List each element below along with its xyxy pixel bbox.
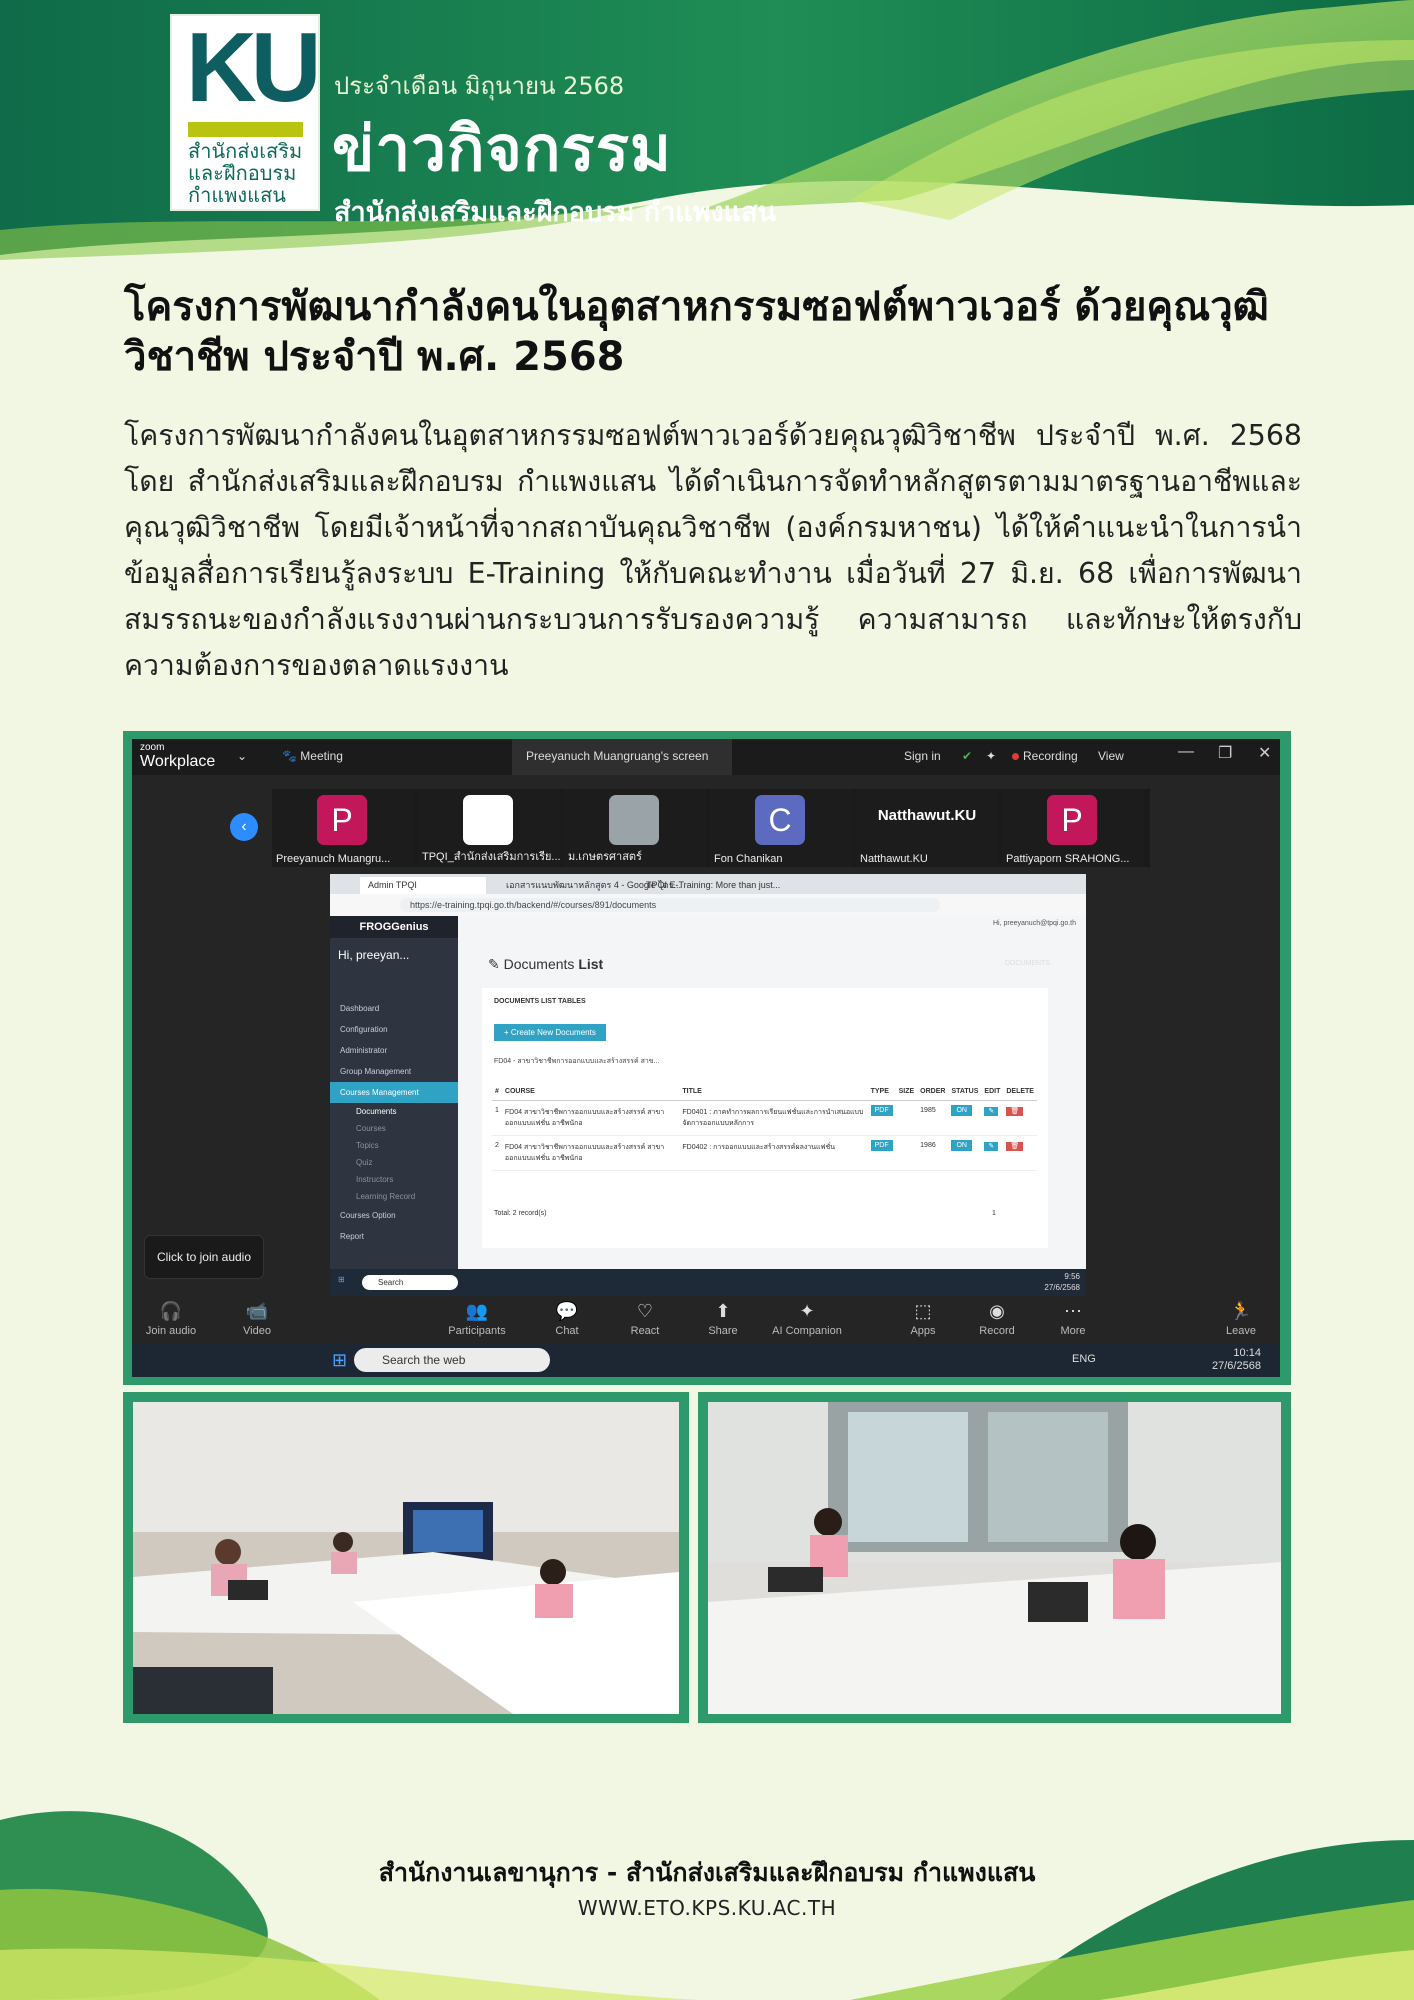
participants-illustration	[708, 1402, 1281, 1714]
course-cell: FD04 สาขาวิชาชีพการออกแบบและสร้างสรรค์ สาขาออกแบบแฟชั่น อาชีพนักอ	[504, 1109, 665, 1127]
toolbar-chat-button[interactable]	[532, 1301, 602, 1337]
leave-icon: 🏃	[1229, 1301, 1253, 1321]
documents-card	[482, 988, 1048, 1248]
sidebar-item[interactable]: Group Management	[340, 1067, 412, 1076]
toolbar-share-button[interactable]	[688, 1301, 758, 1337]
column-header[interactable]: TYPE	[868, 1083, 896, 1101]
toolbar-apps-button[interactable]	[888, 1301, 958, 1337]
join-audio-tooltip: Click to join audio	[144, 1235, 264, 1279]
meeting-room-photo	[133, 1402, 679, 1714]
more-icon: ⋯	[1064, 1301, 1082, 1321]
toolbar-label: AI Companion	[772, 1325, 842, 1337]
toolbar-join-audio-button[interactable]	[136, 1301, 206, 1337]
participant-name: Natthawut.KU	[860, 853, 928, 865]
record-icon: ◉	[989, 1301, 1005, 1321]
toolbar-label: Apps	[910, 1325, 936, 1337]
ku-logo	[170, 14, 320, 211]
participant-name: Fon Chanikan	[714, 853, 783, 865]
toolbar-more-button[interactable]	[1038, 1301, 1108, 1337]
app-main	[458, 916, 1086, 1269]
browser-tab[interactable]: Admin TPQI	[360, 877, 486, 894]
order-cell: 1985	[920, 1107, 936, 1114]
participant-tile[interactable]	[1002, 789, 1144, 867]
column-header[interactable]: TITLE	[679, 1083, 867, 1101]
minimize-icon[interactable]: —	[1178, 743, 1194, 760]
page-number[interactable]: 1	[992, 1210, 996, 1217]
card-title: DOCUMENTS LIST TABLES	[494, 998, 586, 1005]
toolbar-participants-button[interactable]	[442, 1301, 512, 1337]
toolbar-record-button[interactable]	[962, 1301, 1032, 1337]
sidebar-item[interactable]: Courses	[356, 1124, 386, 1133]
photo-frame-right	[698, 1392, 1291, 1723]
photo-frame-left	[123, 1392, 689, 1723]
documents-heading: ✎ Documents List	[488, 956, 604, 972]
sidebar-item[interactable]: Topics	[356, 1141, 379, 1150]
breadcrumb: DOCUMENTS	[1004, 960, 1050, 967]
column-header[interactable]: ORDER	[917, 1083, 948, 1101]
inner-search[interactable]: Search	[362, 1275, 458, 1290]
participant-tile[interactable]	[564, 789, 706, 867]
table-row	[492, 1101, 1037, 1136]
start-icon[interactable]: ⊞	[332, 1350, 348, 1370]
article-title: โครงการพัฒนากำลังคนในอุตสาหกรรมซอฟต์พาวเวอร์ ด้วยคุณวุฒิวิชาชีพ ประจำปี พ.ศ. 2568	[124, 284, 1269, 380]
footer-website[interactable]: WWW.ETO.KPS.KU.AC.TH	[577, 1896, 837, 1920]
browser-tab[interactable]: TPQI E-Training: More than just...	[646, 880, 781, 890]
column-header[interactable]: STATUS	[948, 1083, 981, 1101]
toolbar-label: Join audio	[145, 1325, 197, 1337]
column-header[interactable]: DELETE	[1003, 1083, 1037, 1101]
inner-taskbar	[330, 1269, 1086, 1296]
table-row	[492, 1136, 1037, 1171]
meeting-toolbar	[132, 1299, 1280, 1343]
order-cell: 1986	[920, 1142, 936, 1149]
participant-tile[interactable]	[710, 789, 852, 867]
participant-avatar	[463, 795, 513, 845]
participants-photo	[708, 1402, 1281, 1714]
participant-avatar: P	[317, 795, 367, 845]
status-toggle[interactable]: ON	[951, 1105, 972, 1116]
participant-name: Preeyanuch Muangru...	[276, 853, 391, 865]
edit-icon[interactable]: ✎	[984, 1142, 998, 1151]
chat-icon: 💬	[555, 1301, 579, 1321]
participant-name: TPQI_สำนักส่งเสริมการเรีย...	[422, 851, 561, 863]
status-toggle[interactable]: ON	[951, 1140, 972, 1151]
froggenius-logo: FROGGenius	[330, 916, 458, 938]
screen-share-label: Preeyanuch Muangruang's screen	[526, 749, 709, 763]
logo-bar	[188, 122, 303, 137]
sidebar-item[interactable]: Documents	[356, 1107, 397, 1116]
create-document-button[interactable]: + Create New Documents	[494, 1024, 606, 1041]
browser-tab[interactable]: เอกสารแนบพัฒนาหลักสูตร 4 - Google ไดร...	[506, 880, 682, 890]
participants-icon: 👥	[465, 1301, 489, 1321]
screen-share-tab[interactable]	[512, 739, 732, 775]
shared-screen	[330, 874, 1086, 1296]
zoom-logo: zoom Workplace	[140, 742, 216, 770]
inner-clock: 9:56 27/6/2568	[1044, 1272, 1080, 1292]
windows-search[interactable]: Search the web	[354, 1348, 550, 1372]
back-arrow-icon[interactable]: ‹	[230, 813, 258, 841]
column-header[interactable]: COURSE	[502, 1083, 679, 1101]
issue-date: ประจำเดือน มิถุนายน 2568	[334, 72, 625, 100]
participant-tile[interactable]	[856, 789, 998, 867]
logo-text: สำนักส่งเสริม และฝึกอบรม กำแพงแสน	[188, 139, 303, 207]
zoom-titlebar	[132, 739, 1280, 775]
toolbar-ai-companion-button[interactable]	[772, 1301, 842, 1337]
toolbar-label: Chat	[555, 1325, 579, 1337]
row-number: 1	[495, 1107, 499, 1114]
toolbar-label: Video	[243, 1325, 271, 1337]
participant-avatar: C	[755, 795, 805, 845]
language-indicator[interactable]: ENG	[1072, 1353, 1096, 1365]
logo-mark: KU	[186, 12, 316, 122]
participant-tile[interactable]	[272, 789, 414, 867]
article-body: โครงการพัฒนากำลังคนในอุตสาหกรรมซอฟต์พาวเวอร์ด้วยคุณวุฒิวิชาชีพ ประจำปี พ.ศ. 2568 โดย สำนักส่งเสริมและฝึกอบรม กำแพงแสน ได้ดำเนินการจัดทำหลักสูตรตามมาตรฐานอาชีพและคุณวุฒิวิชาชีพ โดยมีเจ้าหน้าที่จากสถาบันคุณวิชาชีพ (องค์กรมหาชน) ได้ให้คำแนะนำในการนำข้อมูลสื่อการเรียนรู้ลงระบบ E-Training ให้กับคณะทำงาน เมื่อวันที่ 27 มิ.ย. 68 เพื่อการพัฒนาสมรรถนะของกำลังแรงงานผ่านกระบวนการรับรองความรู้ ความสามารถ และทักษะให้ตรงกับความต้องการของตลาดแรงงาน	[124, 419, 1302, 682]
column-header[interactable]: #	[492, 1083, 502, 1101]
toolbar-label: Leave	[1226, 1325, 1256, 1337]
sidebar-item[interactable]: Courses Management	[330, 1082, 458, 1103]
sidebar-menu	[330, 998, 458, 1247]
toolbar-label: More	[1060, 1325, 1086, 1337]
toolbar-label: React	[630, 1325, 660, 1337]
windows-taskbar	[132, 1343, 1280, 1377]
footer-organization: สำนักงานเลขานุการ - สำนักส่งเสริมและฝึกอบรม กำแพงแสน	[378, 1858, 1036, 1887]
row-number: 2	[495, 1142, 499, 1149]
type-badge[interactable]: PDF	[871, 1105, 893, 1116]
delete-icon[interactable]: 🗑	[1006, 1142, 1023, 1151]
meeting-tab[interactable]: 🐾 Meeting	[282, 749, 343, 763]
sidebar-item[interactable]: Learning Record	[356, 1192, 416, 1201]
participant-strip	[272, 789, 1150, 867]
edit-icon[interactable]: ✎	[984, 1107, 998, 1116]
newsletter-title: ข่าวกิจกรรม	[332, 112, 672, 185]
sidebar-item[interactable]: Configuration	[340, 1025, 388, 1034]
chevron-down-icon[interactable]: ⌄	[237, 749, 248, 763]
share-icon: ⬆	[715, 1301, 731, 1321]
greeting: Hi, preeyan...	[338, 948, 410, 962]
app-sidebar	[330, 916, 458, 1269]
video-icon: 📹	[245, 1301, 269, 1321]
toolbar-label: Record	[979, 1325, 1015, 1337]
sidebar-item[interactable]: Instructors	[356, 1175, 394, 1184]
toolbar-label: Share	[708, 1325, 738, 1337]
participant-name: Pattiyaporn SRAHONG...	[1006, 853, 1130, 865]
toolbar-label: Participants	[448, 1325, 506, 1337]
address-bar[interactable]: https://e-training.tpqi.go.th/backend/#/courses/891/documents	[330, 894, 1086, 917]
join-audio-icon: 🎧	[159, 1301, 183, 1321]
sidebar-item[interactable]: Administrator	[340, 1046, 388, 1055]
user-label: Hi, preeyanuch@tpqi.go.th	[993, 920, 1076, 927]
documents-table	[492, 1083, 1037, 1171]
sidebar-item[interactable]: Dashboard	[340, 1004, 380, 1013]
type-badge[interactable]: PDF	[871, 1140, 893, 1151]
view-button[interactable]: View	[1098, 749, 1124, 763]
document-title-link[interactable]: FD0402 : การออกแบบและสร้างสรรค์ผลงานแฟชั่น	[682, 1144, 836, 1151]
sidebar-item[interactable]: Courses Option	[340, 1211, 396, 1220]
document-title-link[interactable]: FD0401 : ภาคทำการผลการเรียนแฟชั่นและการนำเสนอแบบจัดการออกแบบหลักการ	[682, 1109, 864, 1127]
zoom-screenshot-frame	[123, 731, 1291, 1385]
sparkle-icon[interactable]: ✦	[986, 749, 997, 763]
participant-avatar: P	[1047, 795, 1097, 845]
newsletter-subtitle: สำนักส่งเสริมและฝึกอบรม กำแพงแสน	[334, 197, 777, 228]
record-total: Total: 2 record(s)	[494, 1210, 547, 1217]
apps-icon: ⬚	[914, 1301, 932, 1321]
toolbar-leave-button[interactable]	[1206, 1301, 1276, 1337]
column-header[interactable]: EDIT	[981, 1083, 1003, 1101]
participant-avatar	[609, 795, 659, 845]
close-icon[interactable]: ✕	[1258, 745, 1272, 762]
recording-indicator: Recording	[1012, 749, 1078, 763]
sidebar-item[interactable]: Report	[340, 1232, 365, 1241]
toolbar-react-button[interactable]	[610, 1301, 680, 1337]
react-icon: ♡	[636, 1301, 654, 1321]
participant-name: ม.เกษตรศาสตร์	[568, 851, 642, 863]
course-cell: FD04 สาขาวิชาชีพการออกแบบและสร้างสรรค์ สาขาออกแบบแฟชั่น อาชีพนักอ	[504, 1144, 665, 1162]
system-clock: 10:14 27/6/2568	[1212, 1347, 1261, 1372]
restore-icon[interactable]: ❐	[1218, 745, 1233, 762]
browser-tabbar	[330, 874, 1086, 894]
participant-tile[interactable]	[418, 789, 560, 867]
course-filter-select[interactable]: FD04 - สาขาวิชาชีพการออกแบบและสร้างสรรค์ สาข...	[494, 1058, 660, 1065]
column-header[interactable]: SIZE	[896, 1083, 918, 1101]
meeting-room-illustration	[133, 1402, 679, 1714]
shield-icon: ✔	[962, 749, 973, 763]
participant-display-name: Natthawut.KU	[877, 807, 977, 824]
toolbar-video-button[interactable]	[222, 1301, 292, 1337]
delete-icon[interactable]: 🗑	[1006, 1107, 1023, 1116]
ai-companion-icon: ✦	[799, 1301, 815, 1321]
zoom-window	[132, 739, 1280, 1377]
sidebar-item[interactable]: Quiz	[356, 1158, 373, 1167]
windows-icon[interactable]: ⊞	[338, 1275, 345, 1284]
sign-in-button[interactable]: Sign in	[904, 749, 941, 763]
